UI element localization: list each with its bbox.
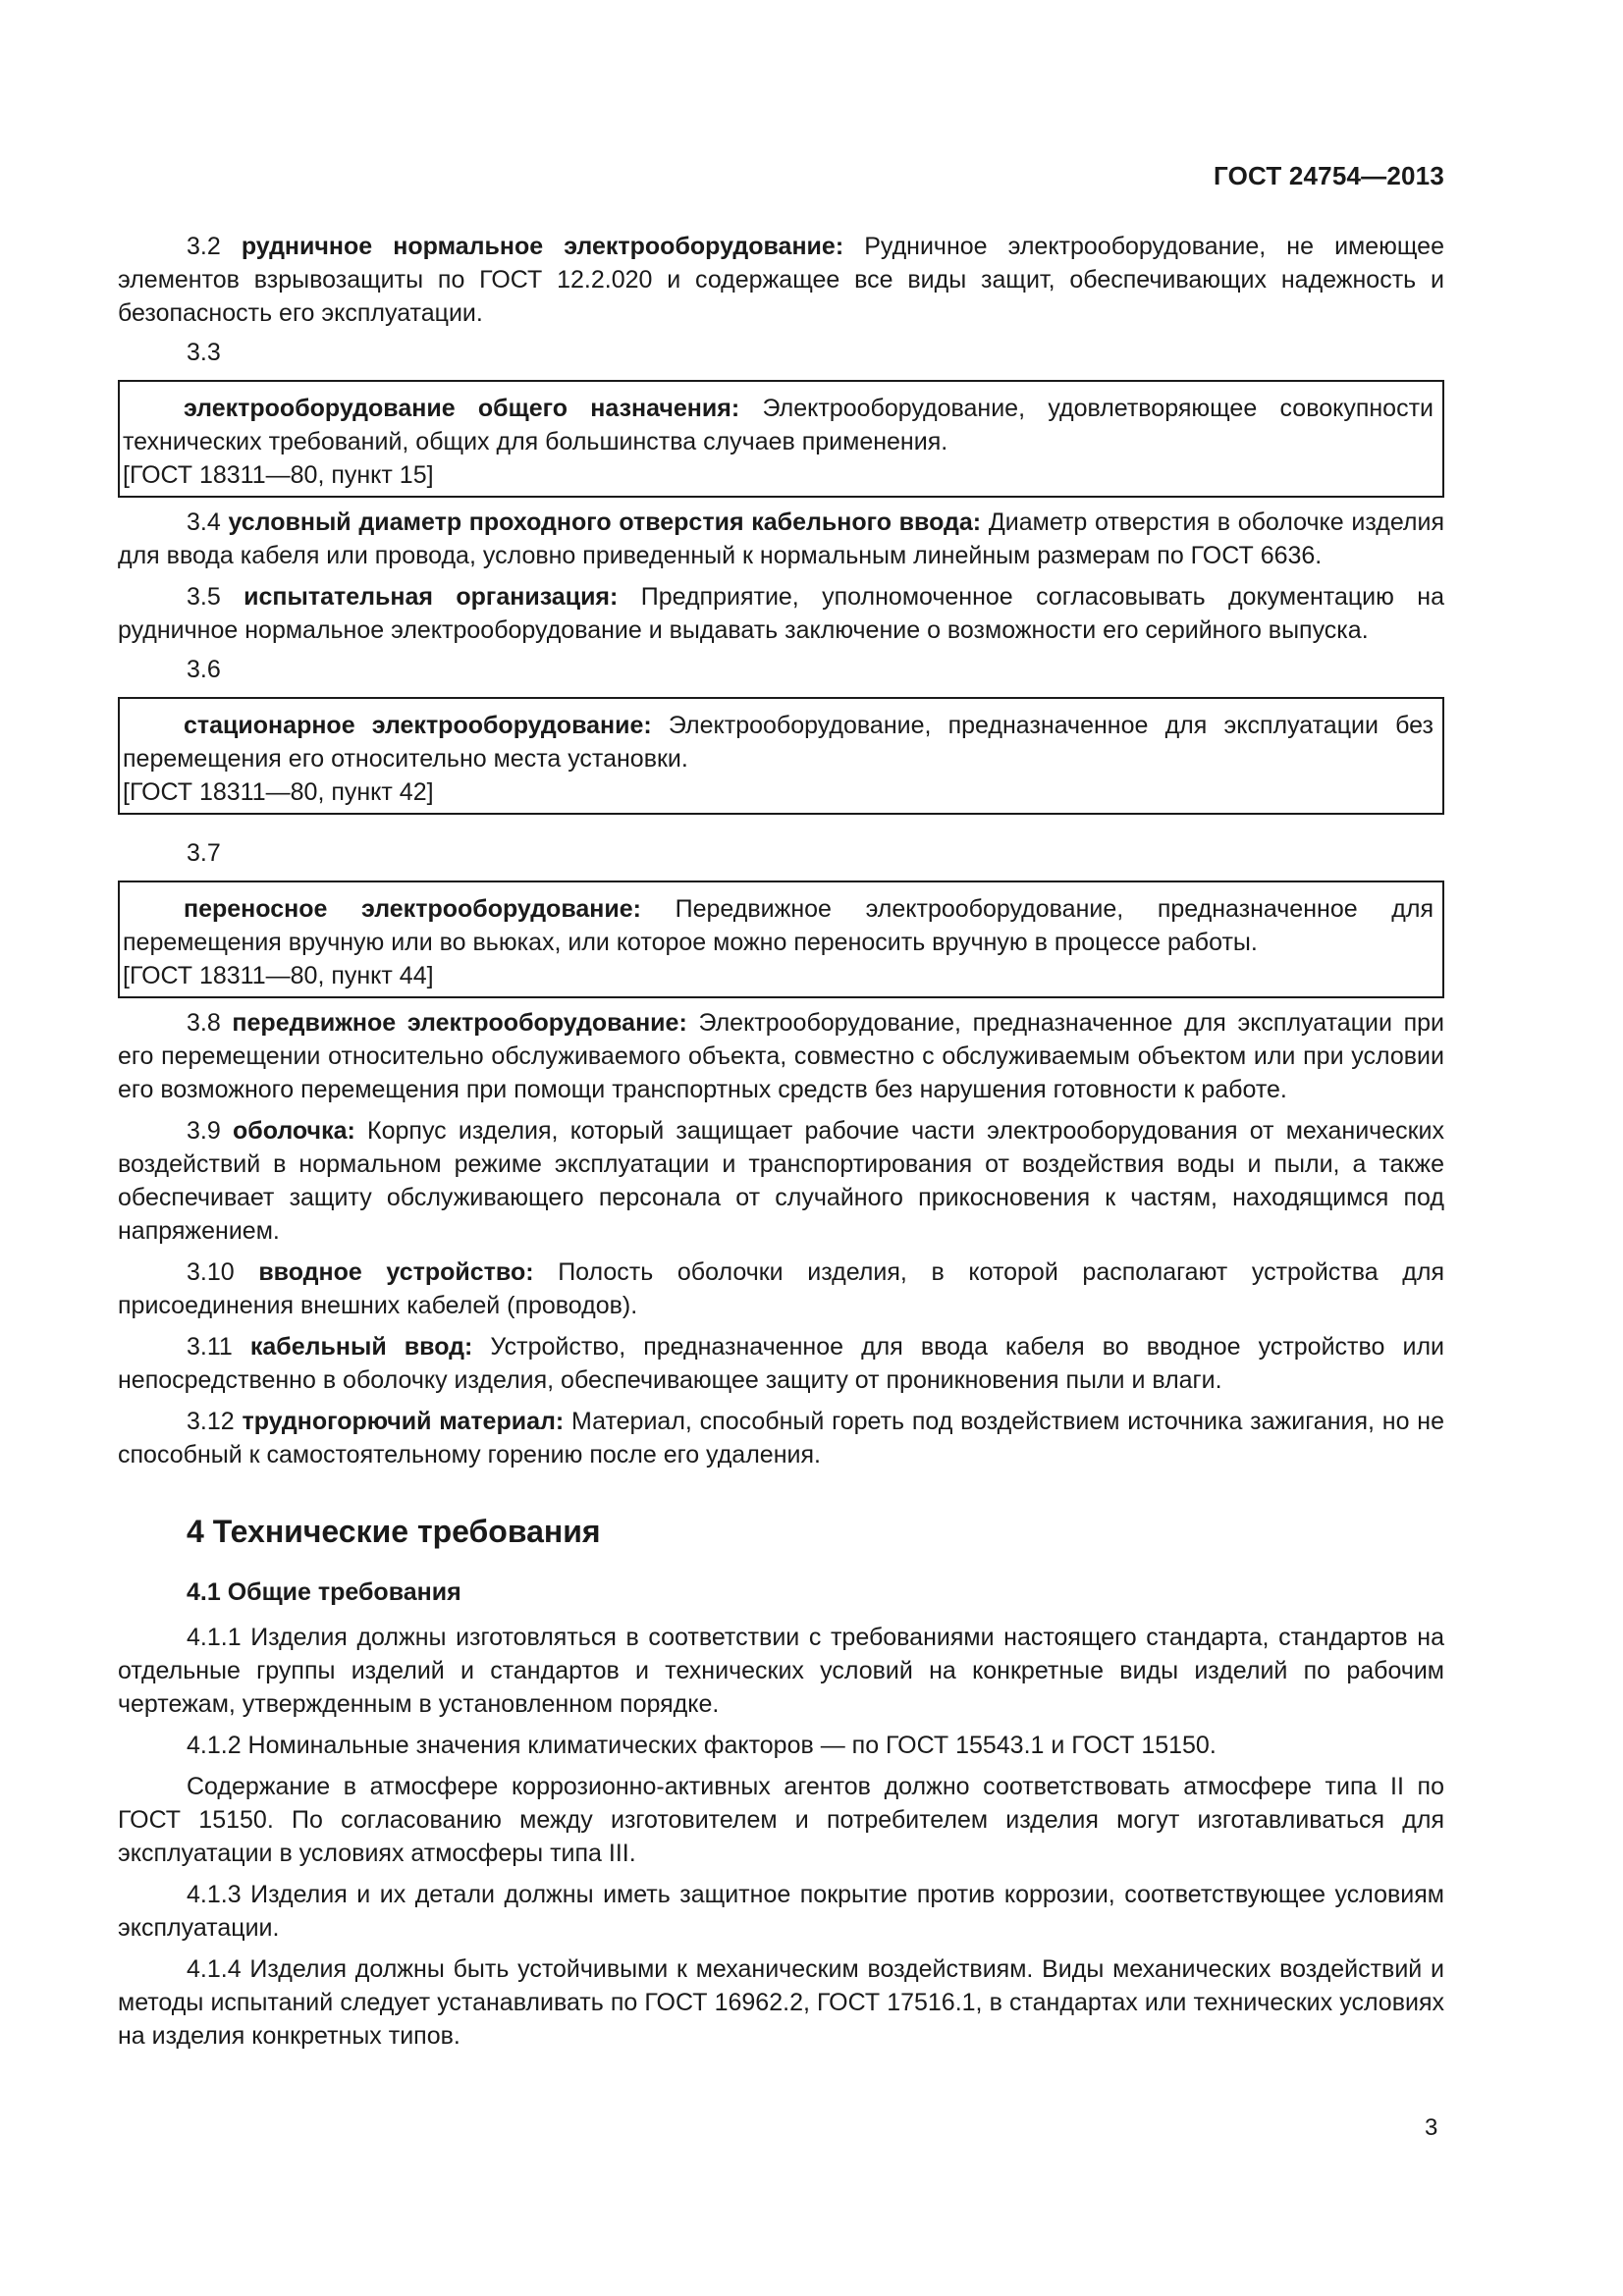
term-source: [ГОСТ 18311—80, пункт 15]: [123, 461, 434, 489]
term-definition: Передвижное электрооборудование, предназначенное для перемещения вручную или во вьюках, или которое можно переносить вручную в процессе работы.: [123, 895, 1434, 956]
term-box-3-6: [118, 697, 1444, 815]
subsection-heading-4-1: 4.1 Общие требования: [187, 1578, 461, 1606]
term-box-3-7: [118, 881, 1444, 998]
term-number: 3.11: [187, 1333, 233, 1361]
term-source: [ГОСТ 18311—80, пункт 42]: [123, 778, 434, 806]
page-number: 3: [1425, 2114, 1438, 2141]
term-title: условный диаметр проходного отверстия кабельного ввода:: [228, 508, 982, 536]
term-title: трудногорючий материал:: [242, 1408, 565, 1435]
paragraph-4-1-3: 4.1.3 Изделия и их детали должны иметь защитное покрытие против коррозии, соответствующее условиям эксплуатации.: [118, 1881, 1444, 1942]
term-title: оболочка:: [233, 1117, 355, 1145]
term-definition: Материал, способный гореть под воздействием источника зажигания, но не способный к самостоятельному горению после его удаления.: [118, 1408, 1444, 1468]
term-3-12: [118, 1405, 1444, 1471]
term-number-3-3: 3.3: [187, 339, 221, 366]
term-title: переносное электрооборудование:: [184, 895, 641, 923]
term-3-3: [123, 392, 1434, 458]
term-3-11: [118, 1330, 1444, 1397]
term-3-9: [118, 1114, 1444, 1248]
paragraph-4-1-2: 4.1.2 Номинальные значения климатических факторов — по ГОСТ 15543.1 и ГОСТ 15150.: [187, 1732, 1217, 1759]
term-definition: Рудничное электрооборудование, не имеющее элементов взрывозащиты по ГОСТ 12.2.020 и содержащее все виды защит, обеспечивающих надежность и безопасность его эксплуатации.: [118, 233, 1444, 327]
term-number: 3.2: [187, 233, 221, 260]
term-number: 3.12: [187, 1408, 235, 1435]
term-number: 3.4: [187, 508, 221, 536]
paragraph-4-1-4: 4.1.4 Изделия должны быть устойчивыми к механическим воздействиям. Виды механических воздействий и методы испытаний следует устанавливать по ГОСТ 16962.2, ГОСТ 17516.1, в стандартах или технических условиях на изделия конкретных типов.: [118, 1955, 1444, 2050]
term-3-8: [118, 1006, 1444, 1106]
paragraph-4-1-2-continued: Содержание в атмосфере коррозионно-активных агентов должно соответствовать атмосфере типа II по ГОСТ 15150. По согласованию между изготовителем и потребителем изделия могут изготавливаться для эксплуатации в условиях атмосферы типа III.: [118, 1773, 1444, 1867]
term-definition: Электрооборудование, удовлетворяющее совокупности технических требований, общих для большинства случаев применения.: [123, 395, 1434, 455]
term-definition: Предприятие, уполномоченное согласовывать документацию на рудничное нормальное электрооборудование и выдавать заключение о возможности его серийного выпуска.: [118, 583, 1444, 644]
term-number: 3.10: [187, 1258, 235, 1286]
term-number: 3.8: [187, 1009, 221, 1037]
term-title: рудничное нормальное электрооборудование:: [241, 233, 844, 260]
term-definition: Электрооборудование, предназначенное для эксплуатации без перемещения его относительно места установки.: [123, 712, 1434, 773]
term-title: передвижное электрооборудование:: [232, 1009, 687, 1037]
term-definition: Корпус изделия, который защищает рабочие части электрооборудования от механических воздействий в нормальном режиме эксплуатации и транспортирования от воздействия воды и пыли, а также обеспечивает защиту обслуживающего персонала от случайного прикосновения к частям, находящимся под напряжением.: [118, 1117, 1444, 1245]
term-3-5: [118, 580, 1444, 647]
term-title: стационарное электрооборудование:: [184, 712, 652, 739]
term-title: электрооборудование общего назначения:: [184, 395, 740, 422]
term-definition: Диаметр отверстия в оболочке изделия для ввода кабеля или провода, условно приведенный к нормальным линейным размерам по ГОСТ 6636.: [118, 508, 1444, 569]
term-3-10: [118, 1255, 1444, 1322]
section-heading-4: 4 Технические требования: [187, 1514, 601, 1549]
term-number: 3.9: [187, 1117, 221, 1145]
term-source: [ГОСТ 18311—80, пункт 44]: [123, 962, 434, 989]
document-body: [118, 230, 1444, 2053]
term-3-6: [123, 709, 1434, 775]
term-definition: Полость оболочки изделия, в которой располагают устройства для присоединения внешних кабелей (проводов).: [118, 1258, 1444, 1319]
document-code-header: ГОСТ 24754—2013: [1214, 161, 1444, 190]
term-3-7: [123, 892, 1434, 959]
term-number-3-7: 3.7: [187, 839, 221, 867]
term-definition: Электрооборудование, предназначенное для эксплуатации при его перемещении относительно обслуживаемого объекта, совместно с обслуживаемым объектом или при условии его возможного перемещения при помощи транспортных средств без нарушения готовности к работе.: [118, 1009, 1445, 1103]
term-title: вводное устройство:: [258, 1258, 534, 1286]
paragraph-4-1-1: 4.1.1 Изделия должны изготовляться в соответствии с требованиями настоящего стандарта, стандартов на отдельные группы изделий и стандартов и технических условий на конкретные виды изделий по рабочим чертежам, утвержденным в установленном порядке.: [118, 1624, 1444, 1718]
term-number: 3.5: [187, 583, 221, 611]
term-definition: Устройство, предназначенное для ввода кабеля во вводное устройство или непосредственно в оболочку изделия, обеспечивающее защиту от проникновения пыли и влаги.: [118, 1333, 1444, 1394]
term-number-3-6: 3.6: [187, 656, 221, 683]
term-title: испытательная организация:: [243, 583, 619, 611]
term-box-3-3: [118, 380, 1444, 498]
term-3-2: [118, 230, 1444, 330]
term-3-4: [118, 506, 1444, 572]
term-title: кабельный ввод:: [249, 1333, 473, 1361]
